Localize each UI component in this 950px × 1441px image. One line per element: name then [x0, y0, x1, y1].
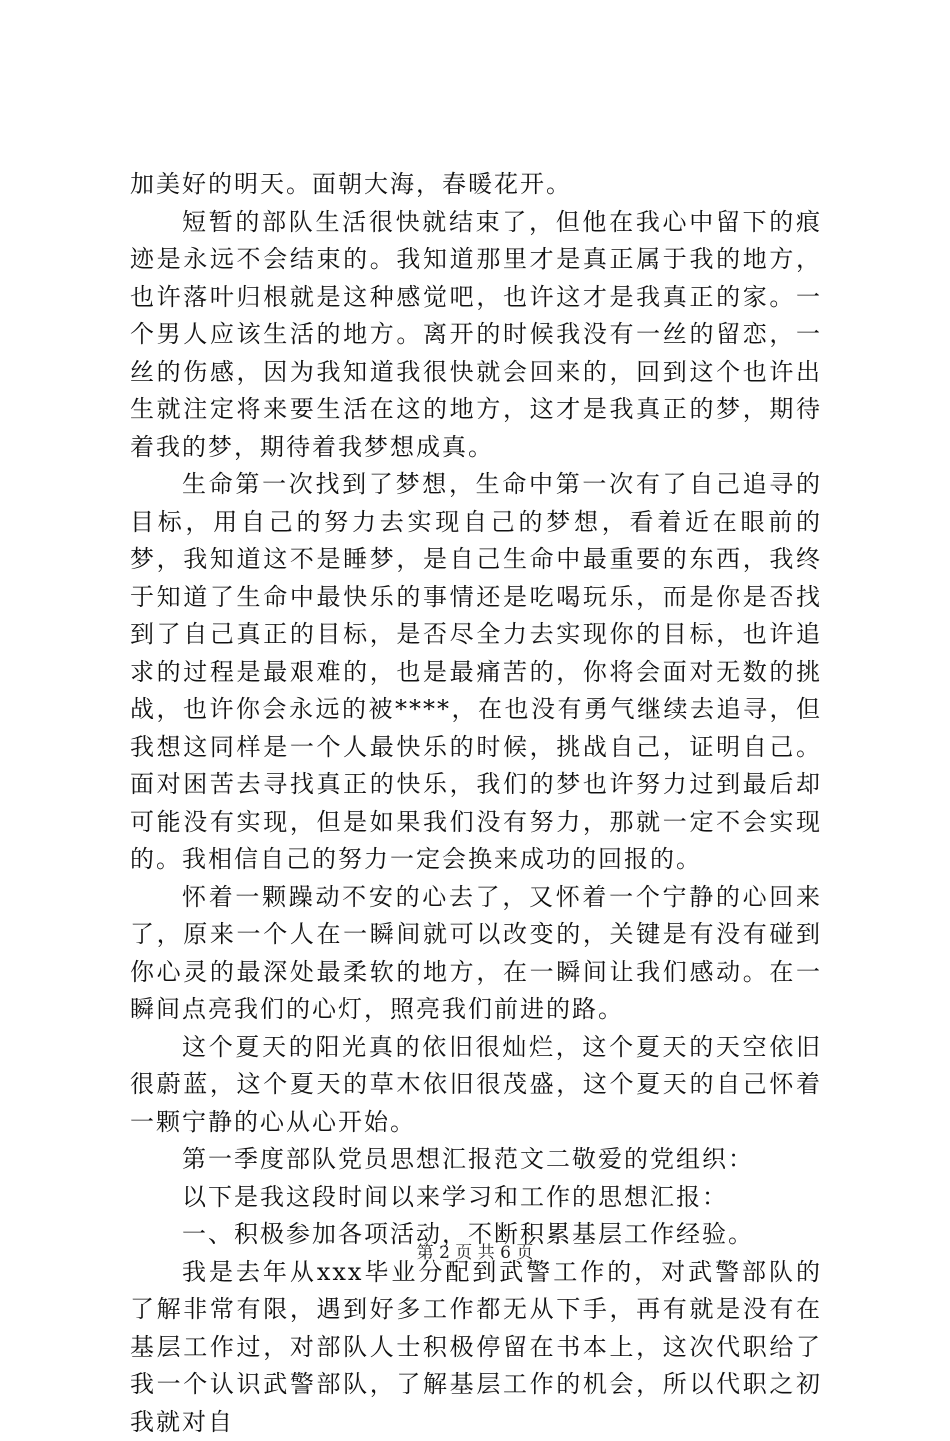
paragraph-4: 怀着一颗躁动不安的心去了，又怀着一个宁静的心回来了，原来一个人在一瞬间就可以改变的，关键是有没有碰到你心灵的最深处最柔软的地方，在一瞬间让我们感动。在一瞬间点亮我们的心灯，照亮我们前进的路。: [130, 879, 822, 1029]
paragraph-1: 加美好的明天。面朝大海，春暖花开。: [130, 166, 822, 204]
paragraph-8: 一、积极参加各项活动，不断积累基层工作经验。: [130, 1216, 822, 1254]
paragraph-3: 生命第一次找到了梦想，生命中第一次有了自己追寻的目标，用自己的努力去实现自己的梦想，看着近在眼前的梦，我知道这不是睡梦，是自己生命中最重要的东西，我终于知道了生命中最快乐的事情还是吃喝玩乐，而是你是否找到了自己真正的目标，是否尽全力去实现你的目标，也许追求的过程是最艰难的，也是最痛苦的，你将会面对无数的挑战，也许你会永远的被****，在也没有勇气继续去追寻，但我想这同样是一个人最快乐的时候，挑战自己，证明自己。面对困苦去寻找真正的快乐，我们的梦也许努力过到最后却可能没有实现，但是如果我们没有努力，那就一定不会实现的。我相信自己的努力一定会换来成功的回报的。: [130, 466, 822, 879]
paragraph-7: 以下是我这段时间以来学习和工作的思想汇报：: [130, 1179, 822, 1217]
paragraph-6: 第一季度部队党员思想汇报范文二敬爱的党组织：: [130, 1141, 822, 1179]
paragraph-2: 短暂的部队生活很快就结束了，但他在我心中留下的痕迹是永远不会结束的。我知道那里才是真正属于我的地方，也许落叶归根就是这种感觉吧，也许这才是我真正的家。一个男人应该生活的地方。离开的时候我没有一丝的留恋，一丝的伤感，因为我知道我很快就会回来的，回到这个也许出生就注定将来要生活在这的地方，这才是我真正的梦，期待着我的梦，期待着我梦想成真。: [130, 204, 822, 467]
page-number-footer: 第 2 页 共 6 页: [0, 1238, 950, 1263]
paragraph-5: 这个夏天的阳光真的依旧很灿烂，这个夏天的天空依旧很蔚蓝，这个夏天的草木依旧很茂盛，这个夏天的自己怀着一颗宁静的心从心开始。: [130, 1029, 822, 1142]
paragraph-9: 我是去年从xxx毕业分配到武警工作的，对武警部队的了解非常有限，遇到好多工作都无从下手，再有就是没有在基层工作过，对部队人士积极停留在书本上，这次代职给了我一个认识武警部队，了解基层工作的机会，所以代职之初我就对自: [130, 1254, 822, 1441]
